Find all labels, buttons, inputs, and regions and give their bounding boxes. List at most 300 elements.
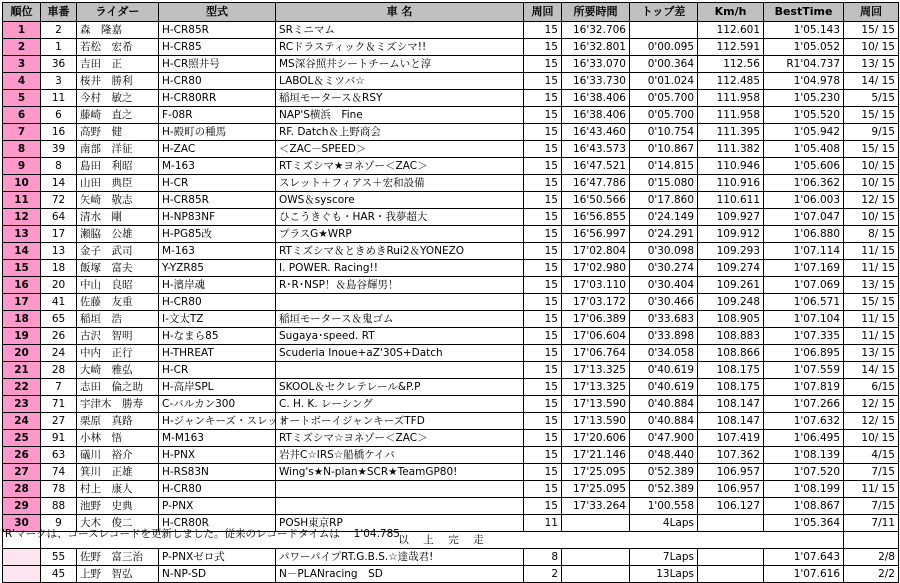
- cell-team: R･R･NSP！＆島谷輝男！: [276, 277, 524, 294]
- cell-position: 28: [3, 481, 41, 498]
- cell-best-time: 1'05.408: [764, 141, 844, 158]
- cell-best-lap: 4/15: [844, 447, 899, 464]
- cell-rider: 今村 敏之: [77, 90, 159, 107]
- cell-gap: 13Laps: [630, 566, 698, 583]
- cell-position: 19: [3, 328, 41, 345]
- table-row: [3, 73, 899, 90]
- cell-best-time: 1'06.895: [764, 345, 844, 362]
- cell-total-time: 16'43.460: [562, 124, 630, 141]
- cell-model: I-文太TZ: [159, 311, 276, 328]
- table-row: [3, 56, 899, 73]
- cell-model: H-CR80: [159, 294, 276, 311]
- cell-total-time: 16'33.070: [562, 56, 630, 73]
- cell-number: 7: [41, 379, 77, 396]
- cell-best-lap: 11/ 15: [844, 243, 899, 260]
- cell-team: RTミズシマ☆ヨネゾー＜ZAC＞: [276, 430, 524, 447]
- cell-total-time: 16'32.801: [562, 39, 630, 56]
- cell-rider: 稲垣 浩: [77, 311, 159, 328]
- cell-team: NAP'S横浜 Fine: [276, 107, 524, 124]
- cell-total-time: 17'33.264: [562, 498, 630, 515]
- cell-total-time: 16'32.706: [562, 22, 630, 39]
- cell-number: 16: [41, 124, 77, 141]
- cell-laps: 15: [524, 158, 562, 175]
- cell-model: M-163: [159, 243, 276, 260]
- cell-rider: 志田 倫之助: [77, 379, 159, 396]
- cell-total-time: 16'56.997: [562, 226, 630, 243]
- cell-model: H-PG85改: [159, 226, 276, 243]
- table-row: [3, 260, 899, 277]
- cell-best-lap: 6/15: [844, 379, 899, 396]
- cell-best-lap: 10/ 15: [844, 158, 899, 175]
- cell-team: RTミズシマ＆ときめきRui2＆YONEZO: [276, 243, 524, 260]
- cell-position: 27: [3, 464, 41, 481]
- cell-laps: 15: [524, 498, 562, 515]
- cell-number: 2: [41, 22, 77, 39]
- cell-gap: 0'05.700: [630, 107, 698, 124]
- cell-best-time: 1'07.104: [764, 311, 844, 328]
- table-row: [3, 226, 899, 243]
- header-gap: トップ差: [630, 3, 698, 22]
- cell-best-lap: 10/ 15: [844, 175, 899, 192]
- cell-model: H-CR85R: [159, 192, 276, 209]
- cell-total-time: 17'21.146: [562, 447, 630, 464]
- cell-best-lap: 10/ 15: [844, 39, 899, 56]
- results-table: [2, 2, 899, 583]
- cell-speed: 108.866: [698, 345, 764, 362]
- cell-position: 9: [3, 158, 41, 175]
- cell-best-time: 1'07.169: [764, 260, 844, 277]
- cell-best-time: 1'07.819: [764, 379, 844, 396]
- cell-speed: 108.147: [698, 396, 764, 413]
- cell-team: オートボーイジャンキーズTFD: [276, 413, 524, 430]
- cell-best-lap: 12/ 15: [844, 396, 899, 413]
- header-total-time: 所要時間: [562, 3, 630, 22]
- cell-best-time: 1'07.559: [764, 362, 844, 379]
- table-row: [3, 277, 899, 294]
- cell-best-lap: 13/ 15: [844, 345, 899, 362]
- cell-rider: 高野 健: [77, 124, 159, 141]
- cell-team: [276, 481, 524, 498]
- cell-model: N-NP-SD: [159, 566, 276, 583]
- cell-number: 74: [41, 464, 77, 481]
- cell-model: H-濱岸魂: [159, 277, 276, 294]
- cell-total-time: 16'43.573: [562, 141, 630, 158]
- cell-best-time: 1'06.362: [764, 175, 844, 192]
- cell-rider: 佐藤 友重: [77, 294, 159, 311]
- cell-best-lap: 15/ 15: [844, 22, 899, 39]
- cell-rider: 若松 宏希: [77, 39, 159, 56]
- cell-gap: 0'14.815: [630, 158, 698, 175]
- cell-laps: 8: [524, 549, 562, 566]
- cell-position: 17: [3, 294, 41, 311]
- cell-number: 64: [41, 209, 77, 226]
- cell-laps: 15: [524, 260, 562, 277]
- cell-position: 26: [3, 447, 41, 464]
- cell-model: H-殿町の種馬: [159, 124, 276, 141]
- cell-position: 12: [3, 209, 41, 226]
- cell-laps: 11: [524, 515, 562, 532]
- cell-rider: 礒川 裕介: [77, 447, 159, 464]
- cell-speed: 107.419: [698, 430, 764, 447]
- table-row: [3, 362, 899, 379]
- cell-rider: 吉田 正: [77, 56, 159, 73]
- table-row: [3, 566, 899, 583]
- cell-gap: 0'01.024: [630, 73, 698, 90]
- cell-laps: 15: [524, 328, 562, 345]
- cell-gap: 0'33.683: [630, 311, 698, 328]
- cell-model: H-CR85R: [159, 22, 276, 39]
- cell-speed: 112.591: [698, 39, 764, 56]
- cell-gap: 0'10.754: [630, 124, 698, 141]
- cell-number: 41: [41, 294, 77, 311]
- cell-total-time: 16'38.406: [562, 107, 630, 124]
- cell-team: スレット＋フィアス＋宏和設備: [276, 175, 524, 192]
- cell-team: Wing's★N-plan★SCR★TeamGP80!: [276, 464, 524, 481]
- cell-speed: 111.382: [698, 141, 764, 158]
- cell-number: 27: [41, 413, 77, 430]
- cell-team: RF. Datch＆上野商会: [276, 124, 524, 141]
- cell-laps: 15: [524, 73, 562, 90]
- cell-number: 11: [41, 90, 77, 107]
- cell-rider: 上野 智弘: [77, 566, 159, 583]
- cell-total-time: 17'25.095: [562, 481, 630, 498]
- cell-gap: 7Laps: [630, 549, 698, 566]
- cell-model: C-バルカン300: [159, 396, 276, 413]
- cell-best-lap: 13/ 15: [844, 56, 899, 73]
- separator-blank: [844, 532, 899, 549]
- cell-gap: 0'30.404: [630, 277, 698, 294]
- cell-laps: 15: [524, 209, 562, 226]
- cell-rider: 池野 史典: [77, 498, 159, 515]
- cell-model: H-ジャンキーズ・スレット: [159, 413, 276, 430]
- cell-laps: 15: [524, 294, 562, 311]
- cell-speed: 111.395: [698, 124, 764, 141]
- cell-position: [3, 549, 41, 566]
- cell-position: 4: [3, 73, 41, 90]
- cell-team: SKOOL＆セクレテレール&P.P: [276, 379, 524, 396]
- table-row: [3, 311, 899, 328]
- cell-total-time: [562, 566, 630, 583]
- cell-rider: 宇津木 勝寿: [77, 396, 159, 413]
- cell-best-time: 1'05.143: [764, 22, 844, 39]
- cell-position: 2: [3, 39, 41, 56]
- cell-model: H-CR80RR: [159, 90, 276, 107]
- cell-best-time: 1'05.364: [764, 515, 844, 532]
- cell-speed: 108.175: [698, 362, 764, 379]
- cell-team: 稲垣モータース＆RSY: [276, 90, 524, 107]
- cell-best-time: 1'07.520: [764, 464, 844, 481]
- cell-best-lap: 7/11: [844, 515, 899, 532]
- cell-team: POSH東京RP: [276, 515, 524, 532]
- header-position: 順位: [3, 3, 41, 22]
- table-row: [3, 396, 899, 413]
- cell-speed: 108.175: [698, 379, 764, 396]
- cell-rider: 瀬脇 公雄: [77, 226, 159, 243]
- table-row: [3, 498, 899, 515]
- cell-model: H-高岸SPL: [159, 379, 276, 396]
- cell-speed: 112.601: [698, 22, 764, 39]
- cell-best-time: 1'05.230: [764, 90, 844, 107]
- table-row: [3, 430, 899, 447]
- cell-number: 28: [41, 362, 77, 379]
- cell-speed: 109.248: [698, 294, 764, 311]
- cell-model: H-CR: [159, 362, 276, 379]
- cell-rider: 金子 武司: [77, 243, 159, 260]
- cell-speed: [698, 515, 764, 532]
- cell-best-time: 1'05.606: [764, 158, 844, 175]
- cell-rider: 古沢 智明: [77, 328, 159, 345]
- table-row: [3, 243, 899, 260]
- cell-number: 72: [41, 192, 77, 209]
- cell-total-time: 17'03.172: [562, 294, 630, 311]
- cell-total-time: 17'13.325: [562, 362, 630, 379]
- cell-best-time: 1'07.335: [764, 328, 844, 345]
- table-row: [3, 90, 899, 107]
- cell-model: M-M163: [159, 430, 276, 447]
- cell-position: 18: [3, 311, 41, 328]
- cell-model: P-PNX: [159, 498, 276, 515]
- table-row: [3, 175, 899, 192]
- cell-best-time: 1'08.867: [764, 498, 844, 515]
- cell-model: Y-YZR85: [159, 260, 276, 277]
- cell-number: 78: [41, 481, 77, 498]
- cell-team: Sugaya･speed. RT: [276, 328, 524, 345]
- cell-best-lap: 12/ 15: [844, 413, 899, 430]
- cell-total-time: 16'47.521: [562, 158, 630, 175]
- cell-speed: 111.958: [698, 90, 764, 107]
- table-row: [3, 379, 899, 396]
- cell-gap: 0'30.466: [630, 294, 698, 311]
- cell-position: 25: [3, 430, 41, 447]
- header-row: [3, 3, 899, 22]
- cell-laps: 15: [524, 90, 562, 107]
- cell-rider: 矢崎 敬志: [77, 192, 159, 209]
- cell-gap: 1'00.558: [630, 498, 698, 515]
- cell-speed: 108.147: [698, 413, 764, 430]
- cell-model: F-08R: [159, 107, 276, 124]
- cell-rider: 村上 康人: [77, 481, 159, 498]
- cell-model: H-CR80: [159, 73, 276, 90]
- cell-model: H-CR85: [159, 39, 276, 56]
- cell-team: パワーパイプRT.G.B.S.☆達哉君!: [276, 549, 524, 566]
- cell-total-time: 17'06.764: [562, 345, 630, 362]
- cell-rider: 箕川 正雄: [77, 464, 159, 481]
- cell-number: 18: [41, 260, 77, 277]
- cell-team: I. POWER. Racing!!: [276, 260, 524, 277]
- cell-best-lap: 11/ 15: [844, 260, 899, 277]
- cell-best-lap: 12/ 15: [844, 192, 899, 209]
- cell-laps: 15: [524, 362, 562, 379]
- cell-best-lap: 13/ 15: [844, 277, 899, 294]
- cell-position: 16: [3, 277, 41, 294]
- cell-gap: 0'52.389: [630, 481, 698, 498]
- cell-best-time: 1'07.114: [764, 243, 844, 260]
- separator-text: 以 上 完 走: [41, 532, 844, 549]
- table-row: [3, 447, 899, 464]
- cell-speed: 109.927: [698, 209, 764, 226]
- header-speed: Km/h: [698, 3, 764, 22]
- cell-speed: 109.261: [698, 277, 764, 294]
- table-row: [3, 158, 899, 175]
- cell-position: 10: [3, 175, 41, 192]
- header-number: 車番: [41, 3, 77, 22]
- cell-speed: [698, 566, 764, 583]
- cell-laps: 15: [524, 226, 562, 243]
- cell-best-time: 1'05.052: [764, 39, 844, 56]
- cell-best-lap: 14/ 15: [844, 362, 899, 379]
- cell-position: 23: [3, 396, 41, 413]
- cell-total-time: 16'56.855: [562, 209, 630, 226]
- cell-best-time: 1'08.139: [764, 447, 844, 464]
- table-row: [3, 22, 899, 39]
- header-best-lap: 周回: [844, 3, 899, 22]
- cell-model: H-CR: [159, 175, 276, 192]
- cell-best-time: 1'06.571: [764, 294, 844, 311]
- cell-speed: 110.916: [698, 175, 764, 192]
- cell-total-time: 17'13.590: [562, 413, 630, 430]
- cell-model: M-163: [159, 158, 276, 175]
- table-row: [3, 141, 899, 158]
- cell-number: 88: [41, 498, 77, 515]
- cell-model: H-NP83NF: [159, 209, 276, 226]
- header-team: 車 名: [276, 3, 524, 22]
- cell-best-lap: 11/ 15: [844, 481, 899, 498]
- cell-model: H-ZAC: [159, 141, 276, 158]
- cell-number: 91: [41, 430, 77, 447]
- cell-number: 14: [41, 175, 77, 192]
- cell-team: MS深谷照井シートチームいと淳: [276, 56, 524, 73]
- cell-team: OWS＆syscore: [276, 192, 524, 209]
- cell-laps: 15: [524, 243, 562, 260]
- cell-speed: 108.883: [698, 328, 764, 345]
- cell-gap: 4Laps: [630, 515, 698, 532]
- cell-laps: 15: [524, 277, 562, 294]
- cell-number: 8: [41, 158, 77, 175]
- cell-team: RCドラスティック＆ミズシマ!!: [276, 39, 524, 56]
- cell-best-time: 1'07.047: [764, 209, 844, 226]
- cell-rider: 栗原 真路: [77, 413, 159, 430]
- cell-position: 1: [3, 22, 41, 39]
- cell-rider: 森 隆嘉: [77, 22, 159, 39]
- cell-model: H-CR80: [159, 481, 276, 498]
- cell-team: プラスG★WRP: [276, 226, 524, 243]
- cell-number: 45: [41, 566, 77, 583]
- table-row: [3, 192, 899, 209]
- cell-total-time: 16'50.566: [562, 192, 630, 209]
- cell-total-time: 16'33.730: [562, 73, 630, 90]
- cell-speed: 109.912: [698, 226, 764, 243]
- cell-number: 71: [41, 396, 77, 413]
- cell-rider: 南部 洋征: [77, 141, 159, 158]
- cell-best-time: 1'05.942: [764, 124, 844, 141]
- cell-gap: 0'34.058: [630, 345, 698, 362]
- cell-gap: [630, 22, 698, 39]
- cell-best-time: 1'06.003: [764, 192, 844, 209]
- cell-team: ひこうきぐも・HAR・我夢超大: [276, 209, 524, 226]
- cell-speed: 107.362: [698, 447, 764, 464]
- cell-best-lap: 14/ 15: [844, 73, 899, 90]
- cell-best-lap: 15/ 15: [844, 294, 899, 311]
- cell-number: 65: [41, 311, 77, 328]
- cell-number: 6: [41, 107, 77, 124]
- table-row: [3, 294, 899, 311]
- cell-gap: 0'33.898: [630, 328, 698, 345]
- cell-best-lap: 9/15: [844, 124, 899, 141]
- cell-rider: 藤崎 直之: [77, 107, 159, 124]
- cell-number: 55: [41, 549, 77, 566]
- cell-rider: 佐野 富三治: [77, 549, 159, 566]
- cell-model: H-CR照井号: [159, 56, 276, 73]
- cell-best-lap: 10/ 15: [844, 430, 899, 447]
- cell-number: 13: [41, 243, 77, 260]
- cell-total-time: 17'02.980: [562, 260, 630, 277]
- cell-position: 3: [3, 56, 41, 73]
- cell-best-time: 1'08.199: [764, 481, 844, 498]
- header-best-time: BestTime: [764, 3, 844, 22]
- cell-gap: 0'52.389: [630, 464, 698, 481]
- cell-gap: 0'00.095: [630, 39, 698, 56]
- cell-team: LABOL＆ミツバ☆: [276, 73, 524, 90]
- cell-gap: 0'00.364: [630, 56, 698, 73]
- cell-team: C. H. K. レーシング: [276, 396, 524, 413]
- cell-laps: 15: [524, 311, 562, 328]
- cell-number: 1: [41, 39, 77, 56]
- cell-laps: 2: [524, 566, 562, 583]
- header-model: 型式: [159, 3, 276, 22]
- cell-speed: 112.485: [698, 73, 764, 90]
- cell-laps: 15: [524, 447, 562, 464]
- header-rider: ライダー: [77, 3, 159, 22]
- cell-rider: 山田 典臣: [77, 175, 159, 192]
- cell-model: H-CR80R: [159, 515, 276, 532]
- cell-laps: 15: [524, 175, 562, 192]
- cell-team: ＜ZAC－SPEED＞: [276, 141, 524, 158]
- cell-model: H-RS83N: [159, 464, 276, 481]
- cell-team: N－PLANracing SD: [276, 566, 524, 583]
- cell-total-time: 17'06.389: [562, 311, 630, 328]
- cell-speed: 111.958: [698, 107, 764, 124]
- cell-position: 30: [3, 515, 41, 532]
- cell-number: 17: [41, 226, 77, 243]
- cell-gap: 0'17.860: [630, 192, 698, 209]
- cell-total-time: 16'38.406: [562, 90, 630, 107]
- cell-team: SRミニマム: [276, 22, 524, 39]
- cell-position: 11: [3, 192, 41, 209]
- cell-total-time: 17'13.325: [562, 379, 630, 396]
- cell-best-time: 1'07.616: [764, 566, 844, 583]
- cell-model: H-なまら85: [159, 328, 276, 345]
- cell-gap: 0'15.080: [630, 175, 698, 192]
- cell-rider: 小林 悟: [77, 430, 159, 447]
- cell-team: RTミズシマ★ヨネゾー＜ZAC＞: [276, 158, 524, 175]
- cell-laps: 15: [524, 107, 562, 124]
- table-row: [3, 481, 899, 498]
- cell-speed: 106.127: [698, 498, 764, 515]
- cell-gap: 0'05.700: [630, 90, 698, 107]
- cell-rider: 桜井 勝利: [77, 73, 159, 90]
- cell-speed: [698, 549, 764, 566]
- cell-laps: 15: [524, 56, 562, 73]
- cell-position: 7: [3, 124, 41, 141]
- cell-position: 13: [3, 226, 41, 243]
- cell-rider: 中内 正行: [77, 345, 159, 362]
- cell-best-lap: 11/ 15: [844, 328, 899, 345]
- cell-model: H-THREAT: [159, 345, 276, 362]
- cell-best-time: R1'04.737: [764, 56, 844, 73]
- cell-number: 63: [41, 447, 77, 464]
- cell-number: 20: [41, 277, 77, 294]
- cell-speed: 110.611: [698, 192, 764, 209]
